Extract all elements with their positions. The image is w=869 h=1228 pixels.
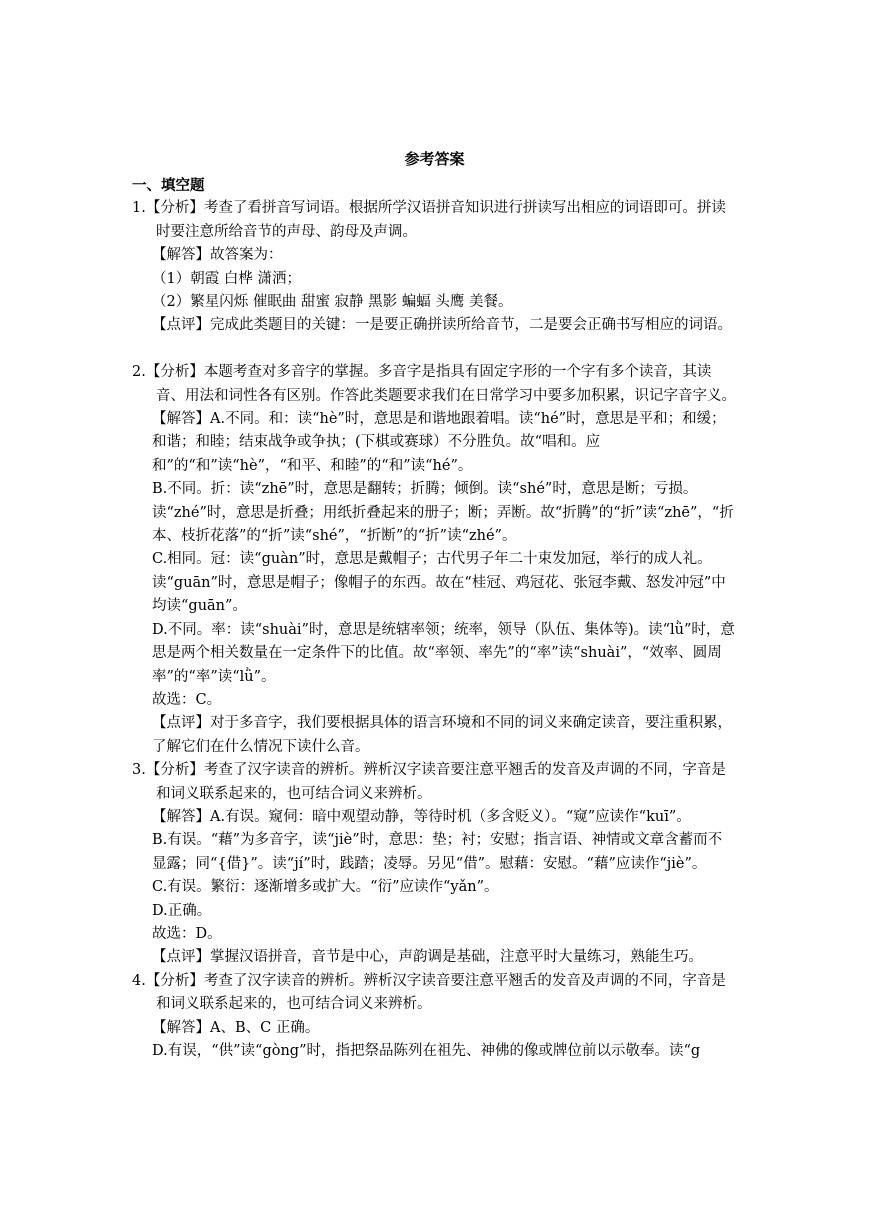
item-2-analysis: 2.【分析】本题考查对多音字的掌握。多音字是指具有固定字形的一个字有多个读音，其读音、用法和词性各有区别。作答此类题要求我们在日常学习中要多加积累，识记字音字义。 [132, 364, 736, 404]
item-1-number: 1. [132, 200, 146, 217]
answer-item-2 [132, 361, 736, 759]
item-2-answer: 【解答】A.不同。和：读“hè”时，意思是和谐地跟着唱。读“hé”时，意思是平和；和缓；和谐；和睦；结束战争或争执；(下棋或赛球）不分胜负。故“唱和。应和”的“和”读“hè”，“和平、和睦”的“和”读“hé”。 B.不同。折：读“zhē”时，意思是翻转；折腾；倾倒。读“shé”时，意思是断；亏损。读“zhé”时，意思是折叠；用纸折叠起来的册子；断；弄断。故“折腾”的“折”读“zhē”，“折本、枝折花落”的“折”读“shé”，“折断”的“折”读“zhé”。 C.相同。冠：读“guàn”时，意思是戴帽子；古代男子年二十束发加冠，举行的成人礼。读“guān”时，意思是帽子；像帽子的东西。故在“桂冠、鸡冠花、张冠李戴、怒发冲冠”中均读“guān”。 D.不同。率：读“shuài”时，意思是统辖率领；统率，领导（队伍、集体等)。读“lǜ”时，意思是两个相关数量在一定条件下的比值。故“率领、率先”的“率”读“shuài”，“效率、圆周率”的“率”读“lǜ”。 故选：C。 【点评】对于多音字，我们要根据具体的语言环境和不同的词义来确定读音，要注重积累，了解它们在什么情况下读什么音。 [132, 408, 736, 759]
answer-item-1 [132, 197, 736, 337]
item-1-comment: 【点评】完成此类题目的关键：一是要正确拼读所给音节，二是要会正确书写相应的词语。 [152, 317, 732, 334]
item-2-comment: 【点评】对于多音字，我们要根据具体的语言环境和不同的词义来确定读音，要注重积累，了解它们在什么情况下读什么音。 [152, 715, 732, 755]
section-heading: 一、填空题 [132, 177, 205, 194]
item-3-number: 3. [132, 762, 146, 779]
document-body [132, 174, 736, 1063]
item-3-answer: 【解答】A.有误。窥伺：暗中观望动静，等待时机（多含贬义）。“窥”应读作“kuī”。 B.有误。“藉”为多音字，读“jiè”时，意思：垫；衬；安慰；指言语、神情或文章含蓄而不显露；同“{借}”。读“jí”时，践踏；凌辱。另见“借”。慰藉：安慰。“藉”应读作“jiè”。 C.有误。繁衍：逐渐增多或扩大。“衍”应读作“yǎn”。 D.正确。 故选：D。 【点评】掌握汉语拼音，音节是中心，声韵调是基础，注意平时大量练习，熟能生巧。 [132, 806, 736, 970]
answer-item-4 [132, 970, 736, 1064]
answer-item-3 [132, 759, 736, 970]
item-4-number: 4. [132, 972, 146, 989]
item-1-answer: 【解答】故答案为： （1）朝霞 白桦 潇洒； （2）繁星闪烁 催眠曲 甜蜜 寂静 黑影 蝙蝠 头鹰 美餐。 【点评】完成此类题目的关键：一是要正确拼读所给音节，二是要会正确书写相应的词语。 [132, 244, 736, 338]
item-2-number: 2. [132, 364, 146, 381]
item-1-analysis: 1.【分析】考查了看拼音写词语。根据所学汉语拼音知识进行拼读写出相应的词语即可。拼读时要注意所给音节的声母、韵母及声调。 [132, 200, 726, 240]
item-3-comment: 【点评】掌握汉语拼音，音节是中心，声韵调是基础，注意平时大量练习，熟能生巧。 [152, 949, 703, 966]
item-4-analysis: 4.【分析】考查了汉字读音的辨析。辨析汉字读音要注意平翘舌的发音及声调的不同，字音是和词义联系起来的，也可结合词义来辨析。 [132, 972, 726, 1013]
item-4-answer: 【解答】A、B、C 正确。 D.有误，“供”读“gòng”时，指把祭品陈列在祖先、神佛的像或牌位前以示敬奉。读“g [152, 1019, 701, 1060]
item-3-analysis: 3.【分析】考查了汉字读音的辨析。辨析汉字读音要注意平翘舌的发音及声调的不同，字音是和词义联系起来的，也可结合词义来辨析。 [132, 762, 726, 802]
page-title: 参考答案 [404, 150, 465, 168]
